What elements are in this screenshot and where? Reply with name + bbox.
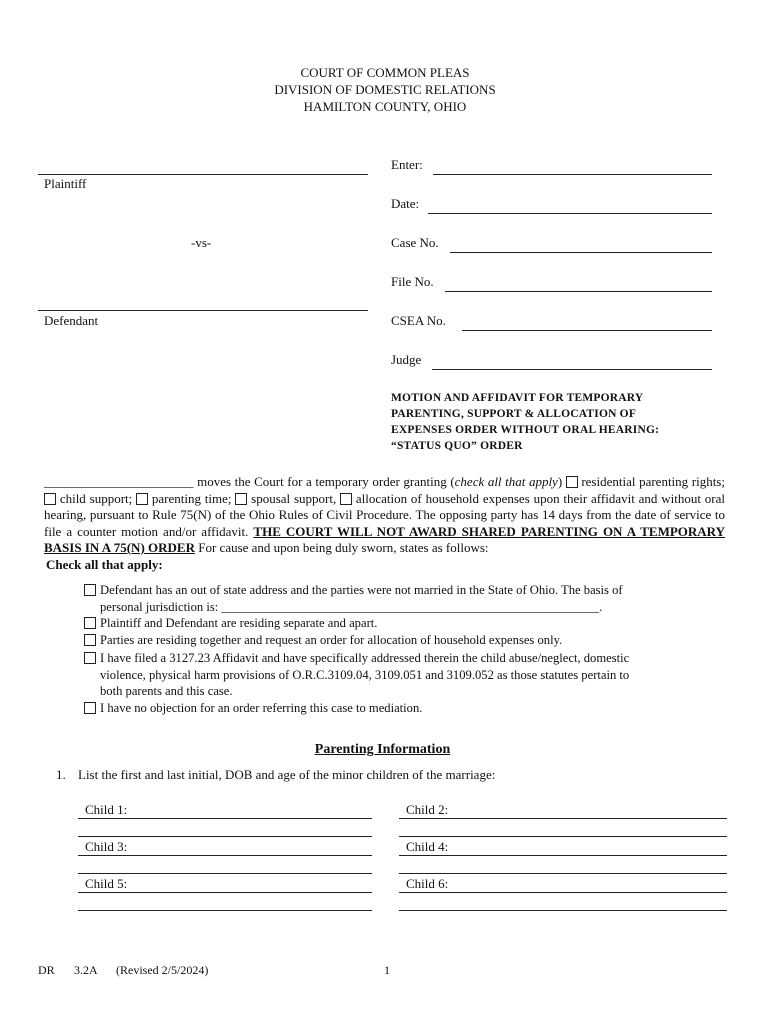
form-title-line: MOTION AND AFFIDAVIT FOR TEMPORARY (391, 392, 644, 404)
residential-parenting-label: residential parenting rights; (577, 474, 725, 489)
condition-item (84, 700, 724, 717)
footer-form-code: DR (38, 963, 55, 977)
child-6-label: Child 6: (406, 876, 449, 891)
condition-label: I have no objection for an order referring this case to mediation. (100, 701, 423, 715)
child-4-field[interactable] (399, 855, 727, 856)
plaintiff-label: Plaintiff (44, 176, 87, 191)
condition-label-cont: violence, physical harm provisions of O.R.C.3109.04, 3109.051 and 3109.052 as those statutes pertain to (100, 667, 630, 682)
child-6-field-line2[interactable] (399, 910, 727, 911)
enter-label: Enter: (391, 157, 423, 172)
motion-text: ) (557, 474, 566, 489)
case-no-field[interactable] (450, 252, 712, 253)
check-all-hint: check all that apply (454, 474, 558, 489)
child-support-checkbox[interactable] (44, 493, 56, 505)
form-title-line: EXPENSES ORDER WITHOUT ORAL HEARING: (391, 424, 660, 436)
motion-paragraph (44, 474, 725, 557)
child-2-label: Child 2: (406, 802, 449, 817)
condition-label-cont: both parents and this case. (100, 684, 233, 698)
file-no-label: File No. (391, 274, 434, 289)
child-1-label: Child 1: (85, 802, 128, 817)
form-title-line: “STATUS QUO” ORDER (391, 440, 523, 452)
child-support-label: child support; (56, 490, 137, 506)
county-name: HAMILTON COUNTY, OHIO (303, 99, 467, 114)
condition-checkbox[interactable] (84, 634, 96, 646)
form-title-line: PARENTING, SUPPORT & ALLOCATION OF (391, 408, 637, 420)
spousal-support-label: spousal support, (247, 490, 341, 506)
csea-no-label: CSEA No. (391, 313, 446, 328)
movant-name-blank[interactable]: _______________________ (44, 474, 194, 489)
condition-checkbox[interactable] (84, 652, 96, 664)
parenting-info-heading: Parenting Information (314, 742, 451, 757)
judge-field[interactable] (432, 369, 712, 370)
shared-parenting-warning: THE COURT WILL NOT AWARD SHARED PARENTING (253, 523, 598, 539)
child-3-field[interactable] (78, 855, 372, 856)
versus-label: -vs- (191, 235, 212, 250)
child-4-label: Child 4: (406, 839, 449, 854)
csea-no-field[interactable] (462, 330, 712, 331)
allocation-expenses-checkbox[interactable] (340, 493, 352, 505)
judge-label: Judge (391, 352, 422, 367)
child-2-field[interactable] (399, 818, 727, 819)
child-2-field-line2[interactable] (399, 836, 727, 837)
child-1-field-line2[interactable] (78, 836, 372, 837)
form-title (391, 390, 721, 454)
division-name: DIVISION OF DOMESTIC RELATIONS (274, 82, 496, 97)
child-1-field[interactable] (78, 818, 372, 819)
allocation-expenses-label: allocation of household expenses upon their affidavit and without oral hearing, pursuant to Rule 75(N) of the Ohio Rules of Civil Procedure. The opposing party has 14 days from the date of service to file a counter motion and/or affidavit. (44, 490, 725, 539)
date-field[interactable] (428, 213, 712, 214)
check-all-heading: Check all that apply: (46, 557, 163, 572)
case-no-label: Case No. (391, 235, 439, 250)
question-text: List the first and last initial, DOB and age of the minor children of the marriage: (78, 767, 496, 782)
child-5-field[interactable] (78, 892, 372, 893)
defendant-name-line[interactable] (38, 310, 368, 311)
condition-label: I have filed a 3127.23 Affidavit and have specifically addressed therein the child abuse/neglect, domestic (100, 651, 630, 665)
child-5-field-line2[interactable] (78, 910, 372, 911)
child-4-field-line2[interactable] (399, 873, 727, 874)
condition-item (84, 582, 724, 615)
defendant-label: Defendant (44, 313, 99, 328)
file-no-field[interactable] (445, 291, 712, 292)
child-6-field[interactable] (399, 892, 727, 893)
motion-text: For cause and upon being duly sworn, states as follows: (194, 540, 489, 555)
condition-item (84, 650, 724, 700)
enter-field[interactable] (433, 174, 712, 175)
condition-label: Parties are residing together and request an order for allocation of household expenses only. (100, 633, 563, 647)
page-number: 1 (384, 963, 390, 977)
condition-label-cont: personal jurisdiction is: ____________________________________________________________. (100, 599, 603, 614)
parenting-time-label: parenting time; (148, 490, 236, 506)
footer-revised-date: (Revised 2/5/2024) (116, 963, 209, 977)
child-5-label: Child 5: (85, 876, 128, 891)
question-number: 1. (56, 767, 66, 782)
condition-checkbox[interactable] (84, 617, 96, 629)
child-3-label: Child 3: (85, 839, 128, 854)
spousal-support-checkbox[interactable] (235, 493, 247, 505)
shared-parenting-warning-cont: ON A TEMPORARY BASIS IN A 75(N) ORDER (44, 523, 725, 555)
motion-text: moves the Court for a temporary order granting ( (193, 474, 455, 489)
plaintiff-name-line[interactable] (38, 174, 368, 175)
footer-form-number: 3.2A (74, 963, 98, 977)
condition-label: Plaintiff and Defendant are residing separate and apart. (100, 616, 378, 630)
condition-checkbox[interactable] (84, 702, 96, 714)
parenting-time-checkbox[interactable] (136, 493, 148, 505)
condition-item (84, 632, 724, 649)
condition-label: Defendant has an out of state address and the parties were not married in the State of Ohio. The basis of (100, 583, 623, 597)
child-3-field-line2[interactable] (78, 873, 372, 874)
residential-parenting-checkbox[interactable] (566, 476, 578, 488)
court-name: COURT OF COMMON PLEAS (300, 65, 470, 80)
condition-item (84, 615, 724, 632)
date-label: Date: (391, 196, 420, 211)
condition-checkbox[interactable] (84, 584, 96, 596)
